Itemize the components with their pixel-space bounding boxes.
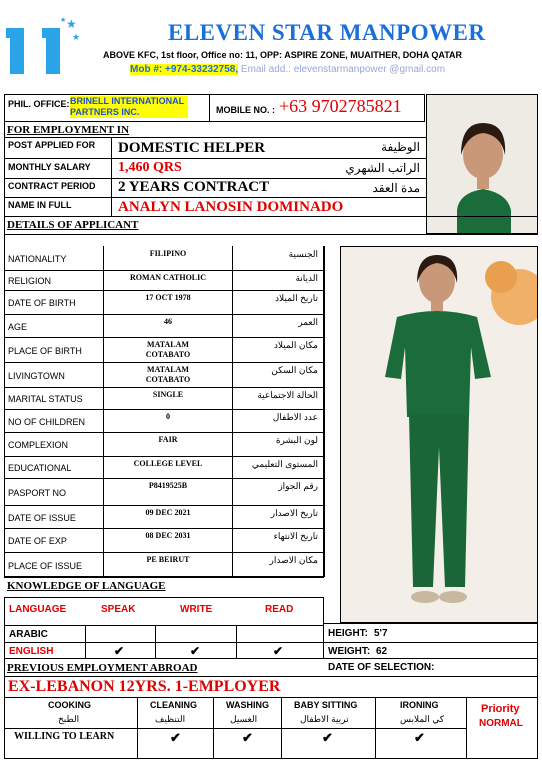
email-address: Email add.: elevenstarmanpower @gmail.com (238, 64, 446, 75)
language-section-title: KNOWLEDGE OF LANGUAGE (7, 580, 166, 592)
english-read-check: ✔ (273, 644, 284, 658)
phil-office-label: PHIL. OFFICE: (8, 99, 70, 109)
details-section-title: DETAILS OF APPLICANT (7, 219, 139, 231)
company-contact (130, 64, 530, 75)
mobile-value: +63 9702785821 (279, 96, 402, 116)
detail-arabic: مكان الميلاد (273, 340, 318, 350)
skill-arabic-washing: الغسيل (230, 714, 258, 724)
detail-label: DATE OF BIRTH (8, 298, 76, 308)
contract-period-arabic: مدة العقد (372, 181, 420, 195)
skill-value-cleaning: ✔ (170, 730, 181, 745)
detail-value: 09 DEC 2021 (145, 508, 191, 517)
divider (4, 676, 538, 677)
company-name: ELEVEN STAR MANPOWER (168, 20, 486, 45)
divider (4, 337, 324, 338)
date-of-selection-label: DATE OF SELECTION: (328, 662, 435, 673)
skill-header-ironing: IRONING (400, 700, 439, 710)
company-address: ABOVE KFC, 1st floor, Office no: 11, OPP: ASPIRE ZONE, MUAITHER, DOHA QATAR (103, 50, 463, 60)
detail-arabic: لون البشرة (275, 435, 318, 445)
language-english-label: ENGLISH (9, 646, 54, 657)
divider (4, 137, 426, 138)
divider (4, 94, 5, 234)
detail-arabic: تاريخ الانتهاء (273, 531, 318, 541)
applicant-full-photo (340, 246, 538, 623)
monthly-salary-label: MONTHLY SALARY (8, 162, 91, 172)
detail-label: MARITAL STATUS (8, 394, 83, 404)
mobile-label: MOBILE NO. : (216, 105, 275, 115)
divider (4, 478, 324, 479)
detail-label: DATE OF EXP (8, 536, 67, 546)
skill-header-washing: WASHING (226, 700, 270, 710)
detail-arabic: مكان الاصدار (269, 555, 318, 565)
svg-text:★: ★ (66, 17, 77, 31)
skill-value-cooking: WILLING TO LEARN (14, 731, 115, 742)
skill-value-washing: ✔ (242, 730, 253, 745)
detail-label: EDUCATIONAL (8, 463, 72, 473)
divider (155, 625, 156, 659)
svg-text:★: ★ (72, 32, 81, 42)
divider (4, 314, 324, 315)
priority-value: NORMAL (479, 718, 523, 729)
detail-value: ROMAN CATHOLIC (129, 273, 207, 282)
weight-value: 62 (376, 646, 388, 657)
detail-value: FILIPINO (149, 249, 187, 258)
divider (281, 697, 282, 759)
company-logo (6, 14, 84, 74)
skill-arabic-ironing: كي الملابس (400, 714, 445, 724)
skill-header-cleaning: CLEANING (150, 700, 197, 710)
skill-value-baby-sitting: ✔ (322, 730, 333, 745)
detail-label: PASPORT NO (8, 487, 67, 498)
detail-value: PE BEIRUT (146, 555, 190, 564)
detail-value: MATALAM COTABATO (145, 365, 191, 384)
divider (4, 197, 426, 198)
language-arabic-label: ARABIC (9, 629, 48, 640)
detail-label: LIVINGTOWN (8, 370, 65, 381)
detail-arabic: العمر (298, 317, 318, 327)
full-name-label: NAME IN FULL (8, 200, 72, 210)
post-applied-value: DOMESTIC HELPER (118, 140, 266, 156)
detail-arabic: رقم الجواز (278, 481, 318, 491)
english-speak-check: ✔ (114, 644, 125, 658)
divider (137, 697, 138, 759)
divider (111, 137, 112, 216)
detail-value: 08 DEC 2031 (145, 531, 191, 540)
language-header-language: LANGUAGE (9, 604, 67, 615)
divider (85, 625, 86, 659)
monthly-salary-arabic: الراتب الشهري (345, 161, 420, 175)
divider (4, 528, 324, 529)
divider (4, 456, 324, 457)
detail-value: 46 (164, 317, 172, 326)
height-value: 5'7 (374, 628, 388, 639)
language-header-read: READ (265, 604, 294, 615)
detail-value: FAIR (158, 435, 178, 444)
post-applied-label: POST APPLIED FOR (8, 140, 96, 150)
divider (4, 625, 324, 626)
language-header-speak: SPEAK (101, 604, 136, 615)
detail-label: RELIGION (8, 276, 52, 286)
detail-arabic: عدد الاطفال (272, 412, 318, 422)
divider (4, 432, 324, 433)
previous-employment-title: PREVIOUS EMPLOYMENT ABROAD (7, 662, 198, 674)
skill-arabic-cooking: الطبخ (58, 714, 80, 724)
contract-period-label: CONTRACT PERIOD (8, 181, 96, 191)
detail-arabic: تاريخ الاصدار (270, 508, 318, 518)
skill-value-ironing: ✔ (414, 730, 425, 745)
skill-header-baby-sitting: BABY SITTING (294, 700, 358, 710)
applicant-portrait (426, 94, 538, 234)
portrait-image (427, 95, 538, 234)
divider (4, 728, 466, 729)
detail-label: PLACE OF BIRTH (8, 345, 82, 356)
detail-label: NO OF CHILDREN (8, 416, 86, 427)
english-write-check: ✔ (190, 644, 201, 658)
contract-period-value: 2 YEARS CONTRACT (118, 179, 270, 195)
divider (4, 387, 324, 388)
divider (4, 290, 324, 291)
weight-label: WEIGHT: (328, 646, 371, 657)
divider (4, 234, 538, 235)
detail-arabic: تاريخ الميلاد (275, 293, 318, 303)
detail-arabic: الحالة الاجتماعية (257, 390, 318, 400)
detail-value: 17 OCT 1978 (145, 293, 191, 302)
monthly-salary-value: 1,460 QRS (118, 160, 182, 175)
divider (4, 505, 324, 506)
divider (4, 552, 324, 553)
priority-label: Priority (481, 703, 520, 715)
divider (375, 697, 376, 759)
language-header-write: WRITE (180, 604, 213, 615)
divider (213, 697, 214, 759)
height-label: HEIGHT: (328, 628, 368, 639)
divider (4, 158, 426, 159)
divider (4, 577, 324, 578)
post-applied-arabic: الوظيفة (381, 140, 420, 154)
detail-arabic: الديانة (295, 273, 318, 283)
employment-section-title: FOR EMPLOYMENT IN (7, 124, 130, 136)
logo-graphic (6, 14, 84, 74)
mobile-number: Mob #: +974-33232758, (130, 64, 239, 75)
skill-header-cooking: COOKING (48, 700, 92, 710)
full-photo-image (341, 247, 538, 623)
detail-value: MATALAM COTABATO (145, 340, 191, 359)
divider (4, 234, 5, 246)
svg-text:★: ★ (60, 17, 67, 24)
detail-label: DATE OF ISSUE (8, 512, 76, 523)
divider (4, 216, 538, 217)
divider (236, 625, 237, 659)
divider (4, 362, 324, 363)
previous-experience: EX-LEBANON 12YRS. 1-EMPLOYER (8, 678, 281, 695)
phil-office-value: BRINELL INTERNATIONAL PARTNERS INC. (70, 96, 188, 118)
detail-value: SINGLE (152, 390, 184, 399)
divider (466, 697, 467, 759)
detail-label: PLACE OF ISSUE (8, 560, 83, 571)
detail-arabic: الجنسية (288, 249, 318, 259)
divider (324, 246, 325, 577)
divider (324, 642, 538, 643)
detail-value: P8419525B (148, 481, 188, 490)
detail-arabic: مكان السكن (271, 365, 318, 375)
detail-value: 0 (166, 412, 170, 421)
skill-arabic-cleaning: التنظيف (155, 714, 186, 724)
detail-label: COMPLEXION (8, 440, 69, 450)
detail-label: NATIONALITY (8, 254, 67, 264)
full-name-value: ANALYN LANOSIN DOMINADO (118, 199, 344, 215)
detail-arabic: المستوى التعليمي (251, 459, 318, 469)
skill-arabic-baby-sitting: تربية الاطفال (300, 714, 349, 724)
detail-label: AGE (8, 321, 28, 332)
detail-value: COLLEGE LEVEL (133, 459, 203, 468)
divider (4, 409, 324, 410)
divider (4, 270, 324, 271)
divider (4, 642, 324, 643)
